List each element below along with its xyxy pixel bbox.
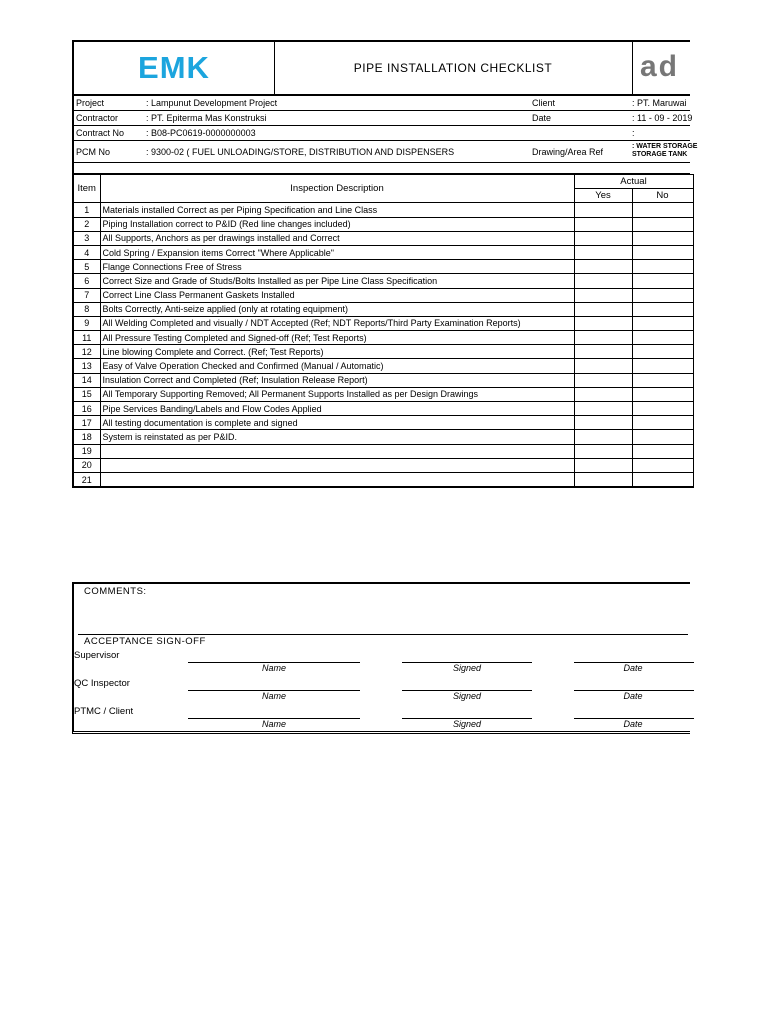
pcm-value: : 9300-02 ( FUEL UNLOADING/STORE, DISTRIBUTION AND DISPENSERS: [146, 147, 455, 157]
item-number: 4: [73, 245, 100, 259]
client-name-caption: Name: [261, 719, 286, 729]
no-cell[interactable]: [632, 274, 693, 288]
yes-cell[interactable]: [574, 430, 632, 444]
item-number: 1: [73, 203, 100, 217]
item-number: 9: [73, 316, 100, 330]
supervisor-date-caption: Date: [623, 663, 643, 673]
col-actual: Actual: [574, 175, 693, 189]
table-row: [73, 260, 693, 274]
pcm-row: [74, 141, 698, 163]
no-cell[interactable]: [632, 402, 693, 416]
yes-cell[interactable]: [574, 260, 632, 274]
comments-box[interactable]: [78, 584, 688, 635]
qc-signed-caption: Signed: [452, 691, 482, 701]
qc-name-caption: Name: [261, 691, 286, 701]
contractor-row: [74, 111, 693, 126]
item-description: Bolts Correctly, Anti-seize applied (only at rotating equipment): [100, 302, 574, 316]
contract-value: : B08-PC0619-0000000003: [146, 128, 256, 138]
role-supervisor: Supervisor: [74, 650, 120, 661]
role-qc-inspector: QC Inspector: [74, 678, 130, 689]
item-number: 12: [73, 345, 100, 359]
client-value: : PT. Maruwai: [632, 98, 687, 108]
table-row: [73, 203, 693, 217]
item-number: 16: [73, 402, 100, 416]
col-yes: Yes: [574, 189, 632, 203]
yes-cell[interactable]: [574, 217, 632, 231]
yes-cell[interactable]: [574, 331, 632, 345]
item-description: [100, 444, 574, 458]
drawing-value-1: : WATER STORAGE: [632, 143, 698, 150]
no-cell[interactable]: [632, 387, 693, 401]
contractor-label: Contractor: [76, 113, 119, 123]
yes-cell[interactable]: [574, 472, 632, 487]
project-label: Project: [76, 98, 105, 108]
yes-cell[interactable]: [574, 245, 632, 259]
item-number: 20: [73, 458, 100, 472]
no-cell[interactable]: [632, 302, 693, 316]
item-description: Insulation Correct and Completed (Ref; Insulation Release Report): [100, 373, 574, 387]
item-number: 7: [73, 288, 100, 302]
yes-cell[interactable]: [574, 402, 632, 416]
comments-label: COMMENTS:: [84, 586, 147, 597]
no-cell[interactable]: [632, 458, 693, 472]
item-number: 5: [73, 260, 100, 274]
yes-cell[interactable]: [574, 231, 632, 245]
table-row: [73, 444, 693, 458]
date-label: Date: [532, 113, 552, 123]
yes-cell[interactable]: [574, 359, 632, 373]
no-cell[interactable]: [632, 231, 693, 245]
yes-cell[interactable]: [574, 302, 632, 316]
item-description: [100, 458, 574, 472]
item-number: 6: [73, 274, 100, 288]
yes-cell[interactable]: [574, 387, 632, 401]
role-ptmc-client: PTMC / Client: [74, 706, 134, 717]
inspection-table: [72, 174, 694, 488]
project-value: : Lampunut Development Project: [146, 98, 278, 108]
document-header: [72, 40, 690, 96]
no-cell[interactable]: [632, 444, 693, 458]
yes-cell[interactable]: [574, 373, 632, 387]
table-row: [73, 373, 693, 387]
no-cell[interactable]: [632, 359, 693, 373]
inspection-rows: [73, 203, 693, 487]
qc-date-caption: Date: [623, 691, 643, 701]
table-row: [73, 359, 693, 373]
no-cell[interactable]: [632, 245, 693, 259]
no-cell[interactable]: [632, 430, 693, 444]
item-description: Easy of Valve Operation Checked and Confirmed (Manual / Automatic): [100, 359, 574, 373]
item-description: [100, 472, 574, 487]
table-row: [73, 472, 693, 487]
no-cell[interactable]: [632, 260, 693, 274]
table-row: [73, 217, 693, 231]
contract-row: [74, 126, 690, 141]
col-no: No: [632, 189, 693, 203]
item-number: 13: [73, 359, 100, 373]
col-description: Inspection Description: [100, 175, 574, 203]
item-description: Flange Connections Free of Stress: [100, 260, 574, 274]
table-row: [73, 387, 693, 401]
yes-cell[interactable]: [574, 345, 632, 359]
table-row: [73, 430, 693, 444]
item-description: Materials installed Correct as per Piping Specification and Line Class: [100, 203, 574, 217]
yes-cell[interactable]: [574, 416, 632, 430]
item-number: 19: [73, 444, 100, 458]
item-description: Cold Spring / Expansion items Correct "Where Applicable": [100, 245, 574, 259]
item-description: All Welding Completed and visually / NDT Accepted (Ref; NDT Reports/Third Party Examination Reports): [100, 316, 574, 330]
supervisor-signed-caption: Signed: [452, 663, 482, 673]
supervisor-name-caption: Name: [261, 663, 286, 673]
item-description: All Pressure Testing Completed and Signed-off (Ref; Test Reports): [100, 331, 574, 345]
item-number: 8: [73, 302, 100, 316]
table-row: [73, 458, 693, 472]
document-title: PIPE INSTALLATION CHECKLIST: [274, 42, 633, 94]
item-description: Correct Size and Grade of Studs/Bolts Installed as per Pipe Line Class Specification: [100, 274, 574, 288]
yes-cell[interactable]: [574, 274, 632, 288]
item-description: Line blowing Complete and Correct. (Ref; Test Reports): [100, 345, 574, 359]
no-cell[interactable]: [632, 373, 693, 387]
no-cell[interactable]: [632, 472, 693, 487]
table-row: [73, 231, 693, 245]
client-logo: ad: [640, 50, 680, 83]
contract-right-value: :: [632, 128, 635, 138]
no-cell[interactable]: [632, 331, 693, 345]
item-description: All Temporary Supporting Removed; All Permanent Supports Installed as per Design Drawings: [100, 387, 574, 401]
item-number: 2: [73, 217, 100, 231]
client-date-caption: Date: [623, 719, 643, 729]
table-row: [73, 288, 693, 302]
signoff-section: [72, 582, 690, 734]
acceptance-label: ACCEPTANCE SIGN-OFF: [84, 636, 206, 647]
yes-cell[interactable]: [574, 316, 632, 330]
client-signed-caption: Signed: [452, 719, 482, 729]
item-description: System is reinstated as per P&ID.: [100, 430, 574, 444]
no-cell[interactable]: [632, 217, 693, 231]
item-number: 3: [73, 231, 100, 245]
project-info: [72, 96, 698, 174]
table-row: [73, 345, 693, 359]
table-row: [73, 402, 693, 416]
table-row: [73, 274, 693, 288]
col-item: Item: [73, 175, 100, 203]
no-cell[interactable]: [632, 203, 693, 217]
no-cell[interactable]: [632, 288, 693, 302]
contractor-value: : PT. Epiterma Mas Konstruksi: [146, 113, 267, 123]
item-description: Correct Line Class Permanent Gaskets Installed: [100, 288, 574, 302]
yes-cell[interactable]: [574, 288, 632, 302]
project-row: [74, 96, 690, 111]
yes-cell[interactable]: [574, 444, 632, 458]
table-row: [73, 245, 693, 259]
table-row: [73, 416, 693, 430]
item-number: 11: [73, 331, 100, 345]
item-description: All Supports, Anchors as per drawings installed and Correct: [100, 231, 574, 245]
item-number: 15: [73, 387, 100, 401]
table-row: [73, 316, 693, 330]
item-number: 17: [73, 416, 100, 430]
pcm-label: PCM No: [76, 147, 111, 157]
yes-cell[interactable]: [574, 458, 632, 472]
item-description: Piping Installation correct to P&ID (Red line changes included): [100, 217, 574, 231]
client-label: Client: [532, 98, 556, 108]
item-number: 21: [73, 472, 100, 487]
drawing-label: Drawing/Area Ref: [532, 147, 604, 157]
spacer-row: [74, 163, 690, 174]
no-cell[interactable]: [632, 345, 693, 359]
no-cell[interactable]: [632, 416, 693, 430]
drawing-value-2: STORAGE TANK: [632, 151, 688, 158]
item-number: 18: [73, 430, 100, 444]
item-number: 14: [73, 373, 100, 387]
no-cell[interactable]: [632, 316, 693, 330]
contract-label: Contract No: [76, 128, 125, 138]
date-value: : 11 - 09 - 2019: [632, 113, 693, 123]
table-row: [73, 302, 693, 316]
item-description: All testing documentation is complete and signed: [100, 416, 574, 430]
table-row: [73, 331, 693, 345]
emk-logo: EMK: [74, 42, 275, 94]
checklist-sheet: [72, 40, 698, 488]
yes-cell[interactable]: [574, 203, 632, 217]
item-description: Pipe Services Banding/Labels and Flow Codes Applied: [100, 402, 574, 416]
